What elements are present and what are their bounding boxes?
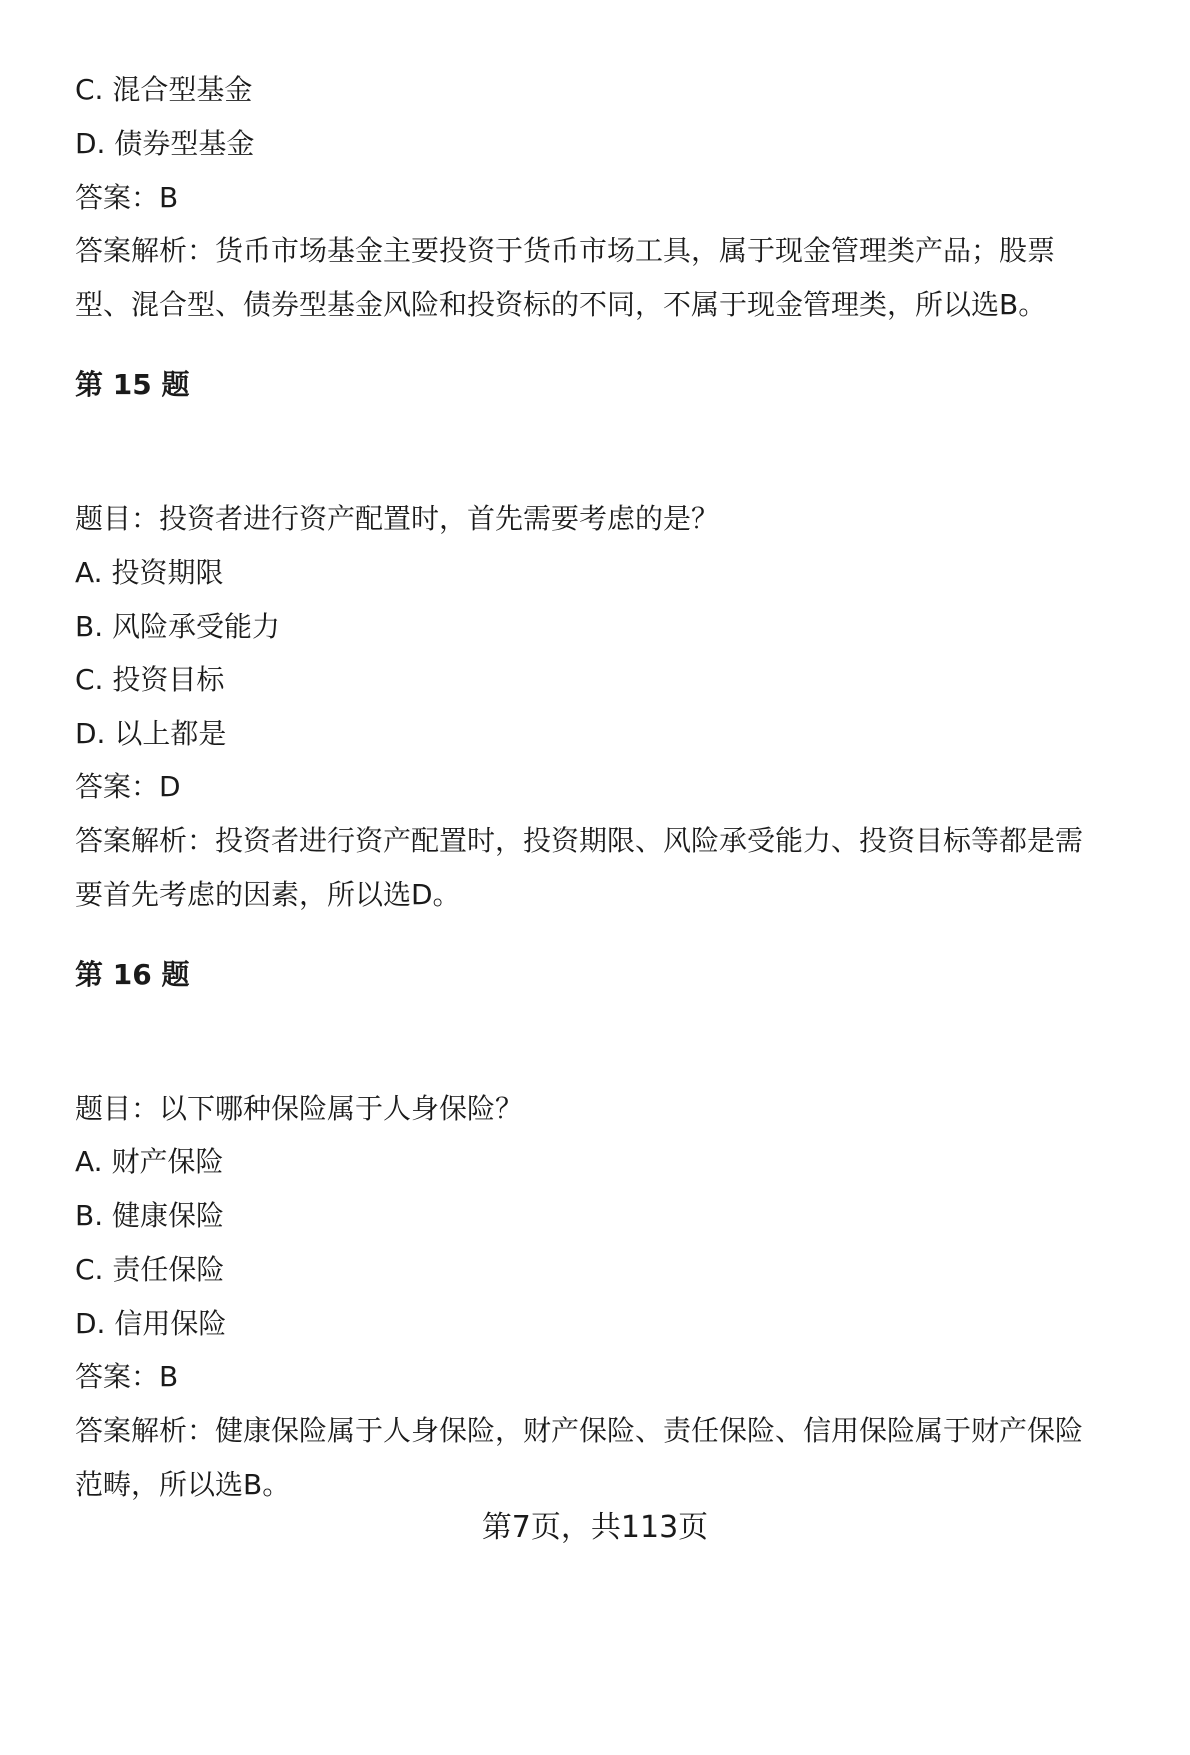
q15-answer: 答案：D xyxy=(75,770,181,803)
q16-option-b: B. 健康保险 xyxy=(75,1199,225,1232)
q16-explanation-line1: 答案解析：健康保险属于人身保险，财产保险、责任保险、信用保险属于财产保险 xyxy=(75,1414,1084,1447)
q15-option-a: A. 投资期限 xyxy=(75,556,224,589)
q14-option-d: D. 债券型基金 xyxy=(75,127,255,160)
q15-heading: 第 15 题 xyxy=(75,368,190,401)
q16-question: 题目：以下哪种保险属于人身保险？ xyxy=(75,1092,524,1125)
q15-option-d: D. 以上都是 xyxy=(75,717,227,750)
q16-option-d: D. 信用保险 xyxy=(75,1307,227,1340)
q16-answer: 答案：B xyxy=(75,1360,179,1393)
q15-explanation-line1: 答案解析：投资者进行资产配置时，投资期限、风险承受能力、投资目标等都是需 xyxy=(75,824,1084,857)
q14-option-c: C. 混合型基金 xyxy=(75,73,253,106)
q15-explanation-line2: 要首先考虑的因素，所以选D。 xyxy=(75,878,461,911)
q14-explanation-line2: 型、混合型、债券型基金风险和投资标的不同，不属于现金管理类，所以选B。 xyxy=(75,288,1047,321)
q15-question: 题目：投资者进行资产配置时，首先需要考虑的是？ xyxy=(75,502,720,535)
q16-option-a: A. 财产保险 xyxy=(75,1145,224,1178)
q16-heading: 第 16 题 xyxy=(75,958,190,991)
q16-option-c: C. 责任保险 xyxy=(75,1253,225,1286)
q15-option-b: B. 风险承受能力 xyxy=(75,610,281,643)
q16-explanation-line2: 范畴，所以选B。 xyxy=(75,1468,291,1501)
q15-option-c: C. 投资目标 xyxy=(75,663,225,696)
page-number-footer: 第7页，共113页 xyxy=(481,1510,709,1545)
q14-answer: 答案：B xyxy=(75,181,179,214)
q14-explanation-line1: 答案解析：货币市场基金主要投资于货币市场工具，属于现金管理类产品；股票 xyxy=(75,234,1056,267)
